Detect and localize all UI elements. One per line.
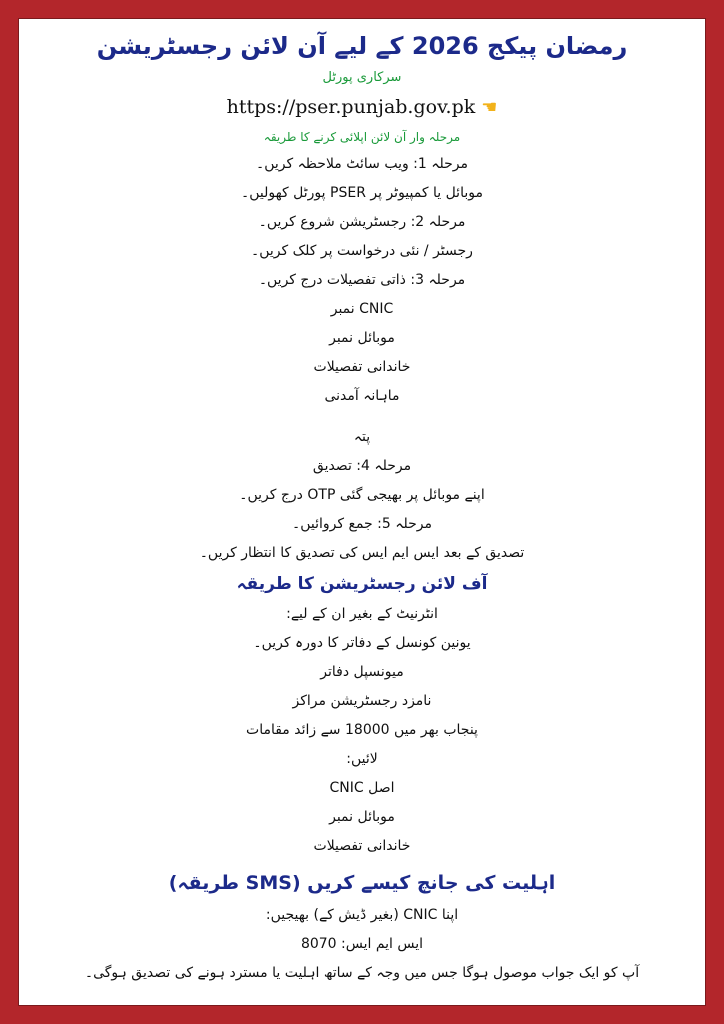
online-step: پتہ [353, 429, 371, 445]
online-heading: مرحلہ وار آن لائن اپلائی کرنے کا طریقہ [263, 130, 461, 144]
online-step: مرحلہ 5: جمع کروائیں۔ [292, 516, 432, 532]
sms-line: ایس ایم ایس: 8070 [300, 936, 424, 952]
offline-list [19, 600, 705, 861]
sms-list [19, 901, 705, 988]
document-content [19, 19, 705, 988]
online-step: مرحلہ 3: ذاتی تفصیلات درج کریں۔ [258, 272, 466, 288]
offline-line: لائیں: [346, 751, 378, 767]
online-step: موبائل نمبر [329, 330, 395, 346]
sms-heading: اہلیت کی جانچ کیسے کریں (SMS طریقہ) [168, 872, 556, 894]
offline-line: یونین کونسل کے دفاتر کا دورہ کریں۔ [253, 635, 471, 651]
offline-line: میونسپل دفاتر [320, 664, 404, 680]
offline-line: نامزد رجسٹریشن مراکز [292, 693, 432, 709]
sms-line: اپنا CNIC (بغیر ڈیش کے) بھیجیں: [265, 907, 459, 923]
online-step: ماہانہ آمدنی [324, 388, 400, 404]
online-step: مرحلہ 4: تصدیق [312, 458, 412, 474]
portal-url[interactable]: https://pser.punjab.gov.pk [226, 96, 476, 118]
offline-line: اصل CNIC [329, 780, 395, 796]
document-page [18, 18, 706, 1006]
online-step: خاندانی تفصیلات [313, 359, 411, 375]
online-step: مرحلہ 2: رجسٹریشن شروع کریں۔ [258, 214, 466, 230]
online-step: رجسٹر / نئی درخواست پر کلک کریں۔ [251, 243, 473, 259]
online-step: موبائل یا کمپیوٹر پر PSER پورٹل کھولیں۔ [241, 185, 483, 201]
offline-line: پنجاب بھر میں 18000 سے زائد مقامات [246, 722, 478, 738]
online-step: اپنے موبائل پر بھیجی گئی OTP درج کریں۔ [239, 487, 485, 503]
online-step: مرحلہ 1: ویب سائٹ ملاحظہ کریں۔ [256, 156, 468, 172]
page-title: رمضان پیکج 2026 کے لیے آن لائن رجسٹریشن [96, 32, 628, 60]
portal-url-row [19, 91, 705, 124]
offline-heading: آف لائن رجسٹریشن کا طریقہ [236, 574, 488, 594]
spacer [19, 411, 705, 423]
offline-line: خاندانی تفصیلات [313, 838, 411, 854]
hand-pointing-right-icon: ☚ [481, 97, 498, 118]
offline-line: انٹرنیٹ کے بغیر ان کے لیے: [286, 606, 438, 622]
sms-line: آپ کو ایک جواب موصول ہوگا جس میں وجہ کے ساتھ اہلیت یا مسترد ہونے کی تصدیق ہوگی۔ [84, 965, 640, 981]
online-steps-list [19, 150, 705, 568]
portal-label: سرکاری پورٹل [322, 70, 402, 85]
online-step: CNIC نمبر [330, 301, 394, 317]
online-step: تصدیق کے بعد ایس ایم ایس کی تصدیق کا انتظار کریں۔ [199, 545, 525, 561]
offline-line: موبائل نمبر [329, 809, 395, 825]
